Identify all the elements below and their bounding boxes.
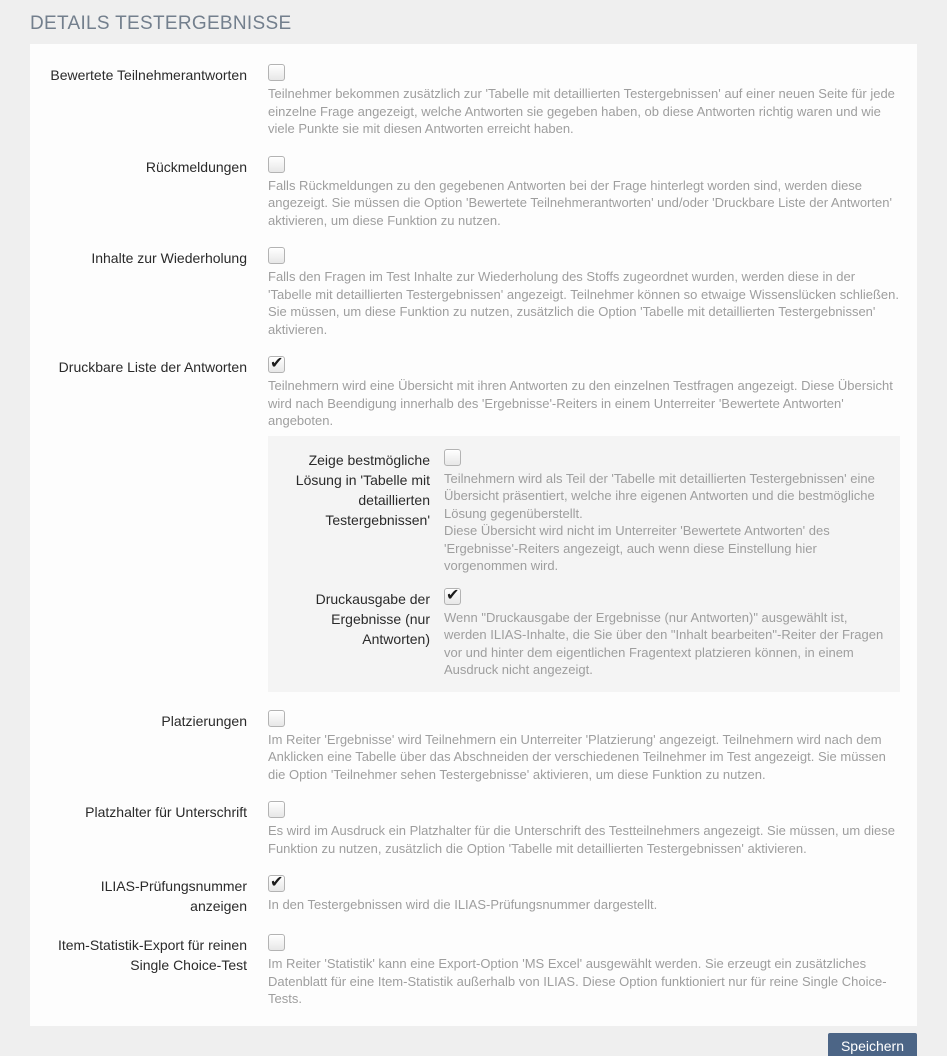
field-description: Wenn "Druckausgabe der Ergebnisse (nur Antworten)" ausgewählt ist, werden ILIAS-Inhalte, die Sie über den "Inhalt bearbeiten"-Reiter der Fragen vor und hinter dem eigentlichen Fragentext platzieren können, in einem Ausdruck nicht angezeigt. <box>444 609 884 677</box>
form-footer <box>30 1033 917 1056</box>
page-title: DETAILS TESTERGEBNISSE <box>30 13 292 34</box>
form-row-platzierungen <box>47 710 900 784</box>
form-row-inhalte-zur-wiederholung <box>47 247 900 338</box>
form-row-bewertete-teilnehmerantworten <box>47 64 900 138</box>
field-control-bewertete-teilnehmerantworten <box>268 64 900 138</box>
checkbox-platzierungen-unchecked[interactable] <box>268 710 285 727</box>
field-description: Falls den Fragen im Test Inhalte zur Wiederholung des Stoffs zugeordnet wurden, werden diese in der 'Tabelle mit detaillierten Testergebnissen' angezeigt. Teilnehmer können so etwaige Wissenslücken schließen. Sie müssen, um diese Funktion zu nutzen, zusätzlich die Option 'Tabelle mit detaillierten Testergebnissen' aktivieren. <box>268 269 900 337</box>
field-label-inhalte-zur-wiederholung: Inhalte zur Wiederholung <box>91 250 247 266</box>
sub-form-row-zeige-bestmoegliche-loesung <box>282 449 886 575</box>
form-row-item-statistik-export <box>47 934 900 1008</box>
checkbox-druckausgabe-der-ergebnisse-checked[interactable] <box>444 588 461 605</box>
settings-form-panel <box>30 44 917 1026</box>
save-button[interactable]: Speichern <box>828 1033 917 1056</box>
field-label-platzhalter-fuer-unterschrift: Platzhalter für Unterschrift <box>85 804 247 820</box>
checkbox-platzhalter-fuer-unterschrift-unchecked[interactable] <box>268 801 285 818</box>
form-row-rueckmeldungen <box>47 156 900 230</box>
field-description: Teilnehmern wird als Teil der 'Tabelle mit detaillierten Testergebnissen' eine Übersicht präsentiert, welche ihre eigenen Antworten und die bestmögliche Lösung gegenüberstellt. <box>444 470 875 521</box>
form-row-ilias-pruefungsnummer-anzeigen <box>47 875 900 916</box>
field-control-druckausgabe-der-ergebnisse <box>444 588 886 679</box>
form-rows <box>47 64 900 1008</box>
field-description: Falls Rückmeldungen zu den gegebenen Antworten bei der Frage hinterlegt worden sind, werden diese angezeigt. Sie müssen die Option 'Bewertete Teilnehmerantworten' und/oder 'Druckbare Liste der Antworten' aktivieren, um diese Funktion zu nutzen. <box>268 177 892 228</box>
form-row-druckbare-liste-der-antworten <box>47 356 900 692</box>
checkbox-inhalte-zur-wiederholung-unchecked[interactable] <box>268 247 285 264</box>
field-label-bewertete-teilnehmerantworten: Bewertete Teilnehmerantworten <box>50 67 247 83</box>
field-label-zeige-bestmoegliche-loesung: Zeige bestmögliche Lösung in 'Tabelle mit detaillierten Testergebnissen' <box>295 451 430 528</box>
field-description: In den Testergebnissen wird die ILIAS-Prüfungsnummer dargestellt. <box>268 897 658 912</box>
checkbox-bewertete-teilnehmerantworten-unchecked[interactable] <box>268 64 285 81</box>
checkbox-druckbare-liste-der-antworten-checked[interactable] <box>268 356 285 373</box>
checkbox-zeige-bestmoegliche-loesung-unchecked[interactable] <box>444 449 461 466</box>
checkbox-ilias-pruefungsnummer-anzeigen-checked[interactable] <box>268 875 285 892</box>
sub-options-panel <box>268 436 900 692</box>
field-label-rueckmeldungen: Rückmeldungen <box>145 158 247 175</box>
field-control-rueckmeldungen <box>268 156 900 230</box>
field-control-zeige-bestmoegliche-loesung <box>444 449 886 575</box>
field-description: Im Reiter 'Statistik' kann eine Export-Option 'MS Excel' ausgewählt werden. Sie erzeugt ein zusätzliches Datenblatt für eine Item-Statistik außerhalb von ILIAS. Diese Option funktioniert nur für reine Single Choice-Tests. <box>268 956 887 1006</box>
field-description: Teilnehmer bekommen zusätzlich zur 'Tabelle mit detaillierten Testergebnissen' auf einer neuen Seite für jede einzelne Frage angezeigt, welche Antworten sie gegeben haben, ob diese Antworten richtig waren und wie viele Punkte sie mit diesen Antworten erreicht haben. <box>268 86 895 136</box>
field-control-inhalte-zur-wiederholung <box>268 247 900 338</box>
field-description: Im Reiter 'Ergebnisse' wird Teilnehmern ein Unterreiter 'Platzierung' angezeigt. Teilnehmern wird nach dem Anklicken eine Tabelle über das Abschneiden der verschiedenen Teilnehmer im Test angezeigt. Sie müssen die Option 'Teilnehmer sehen Testergebnisse' aktivieren, um diese Funktion zu nutzen. <box>268 731 886 782</box>
field-control-item-statistik-export <box>268 934 900 1008</box>
field-control-ilias-pruefungsnummer-anzeigen <box>268 875 900 916</box>
field-control-platzhalter-fuer-unterschrift <box>268 801 900 857</box>
field-label-druckbare-liste-der-antworten: Druckbare Liste der Antworten <box>58 359 247 375</box>
field-description: Teilnehmern wird eine Übersicht mit ihren Antworten zu den einzelnen Testfragen angezeigt. Diese Übersicht wird nach Beendigung innerhalb des 'Ergebnisse'-Reiters in einem Unterreiter 'Bewertete Antworten' angeboten. <box>268 378 893 428</box>
field-label-ilias-pruefungsnummer-anzeigen: ILIAS-Prüfungsnummer anzeigen <box>100 878 247 914</box>
field-description: Es wird im Ausdruck ein Platzhalter für die Unterschrift des Testteilnehmers angezeigt. Sie müssen, um diese Funktion zu nutzen, zusätzlich die Option 'Tabelle mit detaillierten Testergebnissen' aktivieren. <box>268 823 895 856</box>
checkbox-rueckmeldungen-unchecked[interactable] <box>268 156 285 173</box>
field-control-druckbare-liste-der-antworten <box>268 356 900 692</box>
field-label-druckausgabe-der-ergebnisse: Druckausgabe der Ergebnisse (nur Antworten) <box>315 590 430 647</box>
field-label-platzierungen: Platzierungen <box>161 712 247 729</box>
sub-form-row-druckausgabe-der-ergebnisse <box>282 588 886 679</box>
field-description: Diese Übersicht wird nicht im Unterreiter 'Bewertete Antworten' des 'Ergebnisse'-Reiters angezeigt, auch wenn diese Einstellung hier vorgenommen wird. <box>444 523 830 573</box>
field-control-platzierungen <box>268 710 900 784</box>
field-label-item-statistik-export: Item-Statistik-Export für reinen Single Choice-Test <box>57 937 247 973</box>
checkbox-item-statistik-export-unchecked[interactable] <box>268 934 285 951</box>
form-row-platzhalter-fuer-unterschrift <box>47 801 900 857</box>
